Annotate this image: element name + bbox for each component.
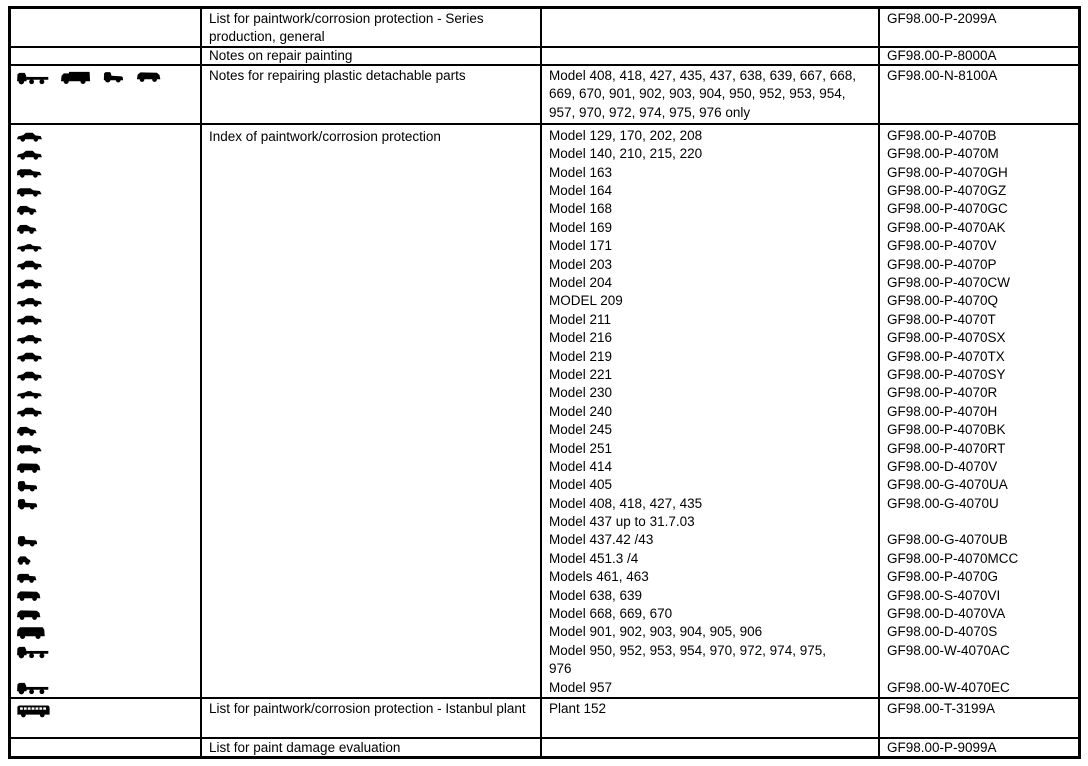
model-text: Model 240 [549, 403, 613, 419]
vehicle-icon-cell [11, 642, 202, 660]
table-row-index [11, 123, 1078, 697]
van-large-icon [16, 625, 46, 640]
suv-icon [16, 442, 43, 455]
vehicle-icon-cell [11, 384, 202, 402]
vehicle-icon-cell [11, 605, 202, 623]
models-cell [542, 699, 880, 737]
model-text: Models 461, 463 [549, 569, 649, 585]
model-text: Model 451.3 /4 [549, 550, 639, 566]
document-code: GF98.00-P-4070H [887, 403, 998, 419]
document-code: GF98.00-G-4070U [887, 495, 999, 511]
model-text: Model 408, 418, 427, 435 [549, 495, 703, 511]
vehicle-icons-cell [11, 739, 202, 756]
document-code: GF98.00-P-4070B [887, 127, 997, 143]
document-code: GF98.00-P-2099A [887, 11, 997, 26]
model-text: Model 251 [549, 440, 613, 456]
gwagen-icon [16, 571, 38, 584]
coupe-icon [16, 295, 43, 308]
column-divider [878, 125, 880, 697]
document-code: GF98.00-P-4070G [887, 569, 999, 585]
vehicle-icon-cell [11, 440, 202, 458]
truck-flatbed-icon [16, 680, 50, 695]
vehicle-icon-cell [11, 623, 202, 641]
column-divider [540, 739, 542, 756]
model-text: Model 437 up to 31.7.03 [549, 514, 695, 530]
document-code: GF98.00-G-4070UB [887, 532, 1008, 548]
model-text: Model 950, 952, 953, 954, 970, 972, 974, 975, [549, 642, 826, 658]
document-code: GF98.00-P-4070T [887, 311, 996, 327]
table-row-paint-damage [11, 737, 1078, 756]
vehicle-icon-cell [11, 531, 202, 549]
model-text: Model 405 [549, 477, 613, 493]
document-code: GF98.00-D-4070V [887, 458, 998, 474]
table-row-repair-painting [11, 46, 1078, 64]
vehicle-icon-cell [11, 550, 202, 568]
vehicle-icon-cell [11, 568, 202, 586]
model-text: Model 169 [549, 219, 613, 235]
tractor-icon [102, 70, 126, 84]
truck-flatbed-icon [16, 644, 50, 659]
document-code: GF98.00-W-4070EC [887, 679, 1010, 695]
column-divider [200, 66, 202, 123]
vehicle-icon-cell [11, 311, 202, 329]
sedan-icon [16, 313, 43, 326]
document-code: GF98.00-P-4070GH [887, 164, 1008, 180]
bus-icon [16, 703, 51, 718]
column-divider [540, 9, 542, 46]
van-small-icon [16, 589, 42, 602]
vehicle-icon-cell [11, 403, 202, 421]
code-cell [880, 48, 1078, 64]
tractor-icon [16, 497, 40, 511]
model-text: Model 414 [549, 458, 613, 474]
model-text: Model 204 [549, 275, 613, 291]
model-text: 976 [549, 661, 572, 677]
code-cell [880, 9, 1078, 46]
vehicle-icons-cell [11, 9, 202, 46]
compact-icon [16, 222, 38, 235]
sedan-icon [16, 405, 43, 418]
model-text: Model 901, 902, 903, 904, 905, 906 [549, 624, 763, 640]
smart-icon [16, 553, 33, 566]
description-text: List for paintwork/corrosion protection - Series production, general [209, 11, 484, 44]
document-code: GF98.00-P-4070GC [887, 201, 1008, 217]
models-cell [542, 66, 880, 123]
roadster-icon [16, 387, 43, 400]
models-cell [542, 739, 880, 756]
model-text: MODEL 209 [549, 293, 623, 309]
description-text: List for paintwork/corrosion protection - Istanbul plant [209, 701, 526, 716]
column-divider [878, 66, 880, 123]
document-code: GF98.00-P-4070SX [887, 330, 1006, 346]
model-text: Model 216 [549, 330, 613, 346]
document-code: GF98.00-P-4070V [887, 238, 997, 254]
van-box-icon [60, 70, 92, 85]
document-code: GF98.00-P-9099A [887, 740, 997, 755]
model-text: Model 203 [549, 256, 613, 272]
sedan-icon [16, 369, 43, 382]
table-row-istanbul-plant [11, 697, 1078, 737]
sedan-icon [16, 277, 43, 290]
description-cell [202, 48, 542, 64]
document-code: GF98.00-P-4070P [887, 256, 997, 272]
model-text: Model 163 [549, 164, 613, 180]
document-code: GF98.00-S-4070VI [887, 587, 1001, 603]
model-text: Model 638, 639 [549, 587, 643, 603]
vehicle-icon-cell [11, 458, 202, 476]
vehicle-icon-cell [11, 366, 202, 384]
vehicle-icons-cell [11, 48, 202, 64]
vehicle-icon-cell [11, 348, 202, 366]
description-cell [202, 9, 542, 46]
column-divider [540, 125, 542, 697]
document-code: GF98.00-W-4070AC [887, 642, 1010, 658]
column-divider [540, 699, 542, 737]
vehicle-icons-cell [11, 699, 202, 737]
van-small-icon [136, 70, 162, 83]
column-divider [200, 699, 202, 737]
vehicle-icon-cell [11, 476, 202, 494]
vehicle-icon-cell [11, 182, 202, 200]
suv-icon [16, 185, 43, 198]
vehicle-icon-cell [11, 495, 202, 513]
model-text: Model 211 [549, 311, 612, 327]
document-code: GF98.00-P-4070AK [887, 219, 1006, 235]
model-text: Model 668, 669, 670 [549, 606, 673, 622]
vehicle-icon-cell [11, 292, 202, 310]
description-cell [202, 739, 542, 756]
vehicle-icons-cell [11, 66, 202, 123]
column-divider [200, 739, 202, 756]
vehicle-icon-cell [11, 127, 202, 145]
sedan-icon [16, 130, 43, 143]
description-text: Notes on repair painting [209, 48, 353, 63]
tractor-icon [16, 534, 40, 548]
vehicle-icon-cell [11, 421, 202, 439]
model-text: Model 140, 210, 215, 220 [549, 146, 703, 162]
column-divider [200, 9, 202, 46]
model-text: Model 437.42 /43 [549, 532, 654, 548]
model-text: Model 221 [549, 366, 613, 382]
vehicle-icon-cell [11, 219, 202, 237]
table-row-series-production [11, 9, 1078, 46]
document-code: GF98.00-G-4070UA [887, 477, 1008, 493]
compact-icon [16, 424, 38, 437]
sedan-icon [16, 258, 43, 271]
model-text: Model 168 [549, 201, 613, 217]
coupe-icon [16, 332, 43, 345]
document-code: GF98.00-T-3199A [887, 701, 996, 716]
code-cell [880, 739, 1078, 756]
table-row-plastic-parts [11, 64, 1078, 123]
vehicle-icon-cell [11, 679, 202, 697]
document-code: GF98.00-P-4070GZ [887, 183, 1007, 199]
truck-flatbed-icon [16, 70, 50, 85]
vehicle-icon-cell [11, 256, 202, 274]
document-code: GF98.00-N-8100A [887, 68, 998, 83]
description-cell [202, 699, 542, 737]
vehicle-icon-cell [11, 329, 202, 347]
column-divider [878, 48, 880, 64]
vehicle-icon-cell [11, 237, 202, 255]
vehicle-icon-cell [11, 145, 202, 163]
column-divider [540, 48, 542, 64]
document-code: GF98.00-P-4070M [887, 146, 999, 162]
description-text: Notes for repairing plastic detachable parts [209, 68, 466, 83]
column-divider [200, 125, 202, 697]
sedan-icon [16, 350, 43, 363]
column-divider [878, 699, 880, 737]
document-code: GF98.00-D-4070S [887, 624, 998, 640]
vehicle-icon-cell [11, 587, 202, 605]
document-code: GF98.00-P-4070SY [887, 366, 1006, 382]
code-cell [880, 699, 1078, 737]
van-small-icon [16, 461, 42, 474]
description-text: Index of paintwork/corrosion protection [209, 128, 441, 144]
paintwork-document-table [8, 6, 1081, 759]
compact-icon [16, 203, 38, 216]
description-cell [202, 127, 542, 697]
sedan-icon [16, 148, 43, 161]
van-small-icon [16, 608, 42, 621]
code-cell [880, 66, 1078, 123]
document-code: GF98.00-P-4070MCC [887, 550, 1019, 566]
document-code: GF98.00-D-4070VA [887, 606, 1006, 622]
roadster-icon [16, 240, 43, 253]
column-divider [878, 9, 880, 46]
model-text: Model 245 [549, 422, 613, 438]
model-text: Model 164 [549, 183, 613, 199]
suv-icon [16, 166, 43, 179]
models-cell [542, 9, 880, 46]
document-code: GF98.00-P-8000A [887, 48, 997, 63]
document-code: GF98.00-P-4070TX [887, 348, 1005, 364]
document-code: GF98.00-P-4070Q [887, 293, 999, 309]
model-text: Model 230 [549, 385, 613, 401]
document-code: GF98.00-P-4070CW [887, 275, 1011, 291]
model-text: Model 129, 170, 202, 208 [549, 127, 703, 143]
vehicle-icon-cell [11, 200, 202, 218]
vehicle-icon-cell [11, 164, 202, 182]
tractor-icon [16, 479, 40, 493]
column-divider [878, 739, 880, 756]
document-code: GF98.00-P-4070R [887, 385, 998, 401]
document-code: GF98.00-P-4070RT [887, 440, 1006, 456]
models-cell [542, 48, 880, 64]
model-text: Model 219 [549, 348, 613, 364]
column-divider [200, 48, 202, 64]
description-cell [202, 66, 542, 123]
column-divider [540, 66, 542, 123]
models-text: Model 408, 418, 427, 435, 437, 638, 639, 667, 668, 669, 670, 901, 902, 903, 904, 950, 952, 953, 954, 957, 970, 972, 974, 975, 976 only [549, 68, 856, 120]
document-code: GF98.00-P-4070BK [887, 422, 1006, 438]
models-text: Plant 152 [549, 701, 607, 716]
vehicle-icon-cell [11, 274, 202, 292]
model-text: Model 171 [549, 238, 613, 254]
description-text: List for paint damage evaluation [209, 740, 401, 755]
model-text: Model 957 [549, 679, 613, 695]
